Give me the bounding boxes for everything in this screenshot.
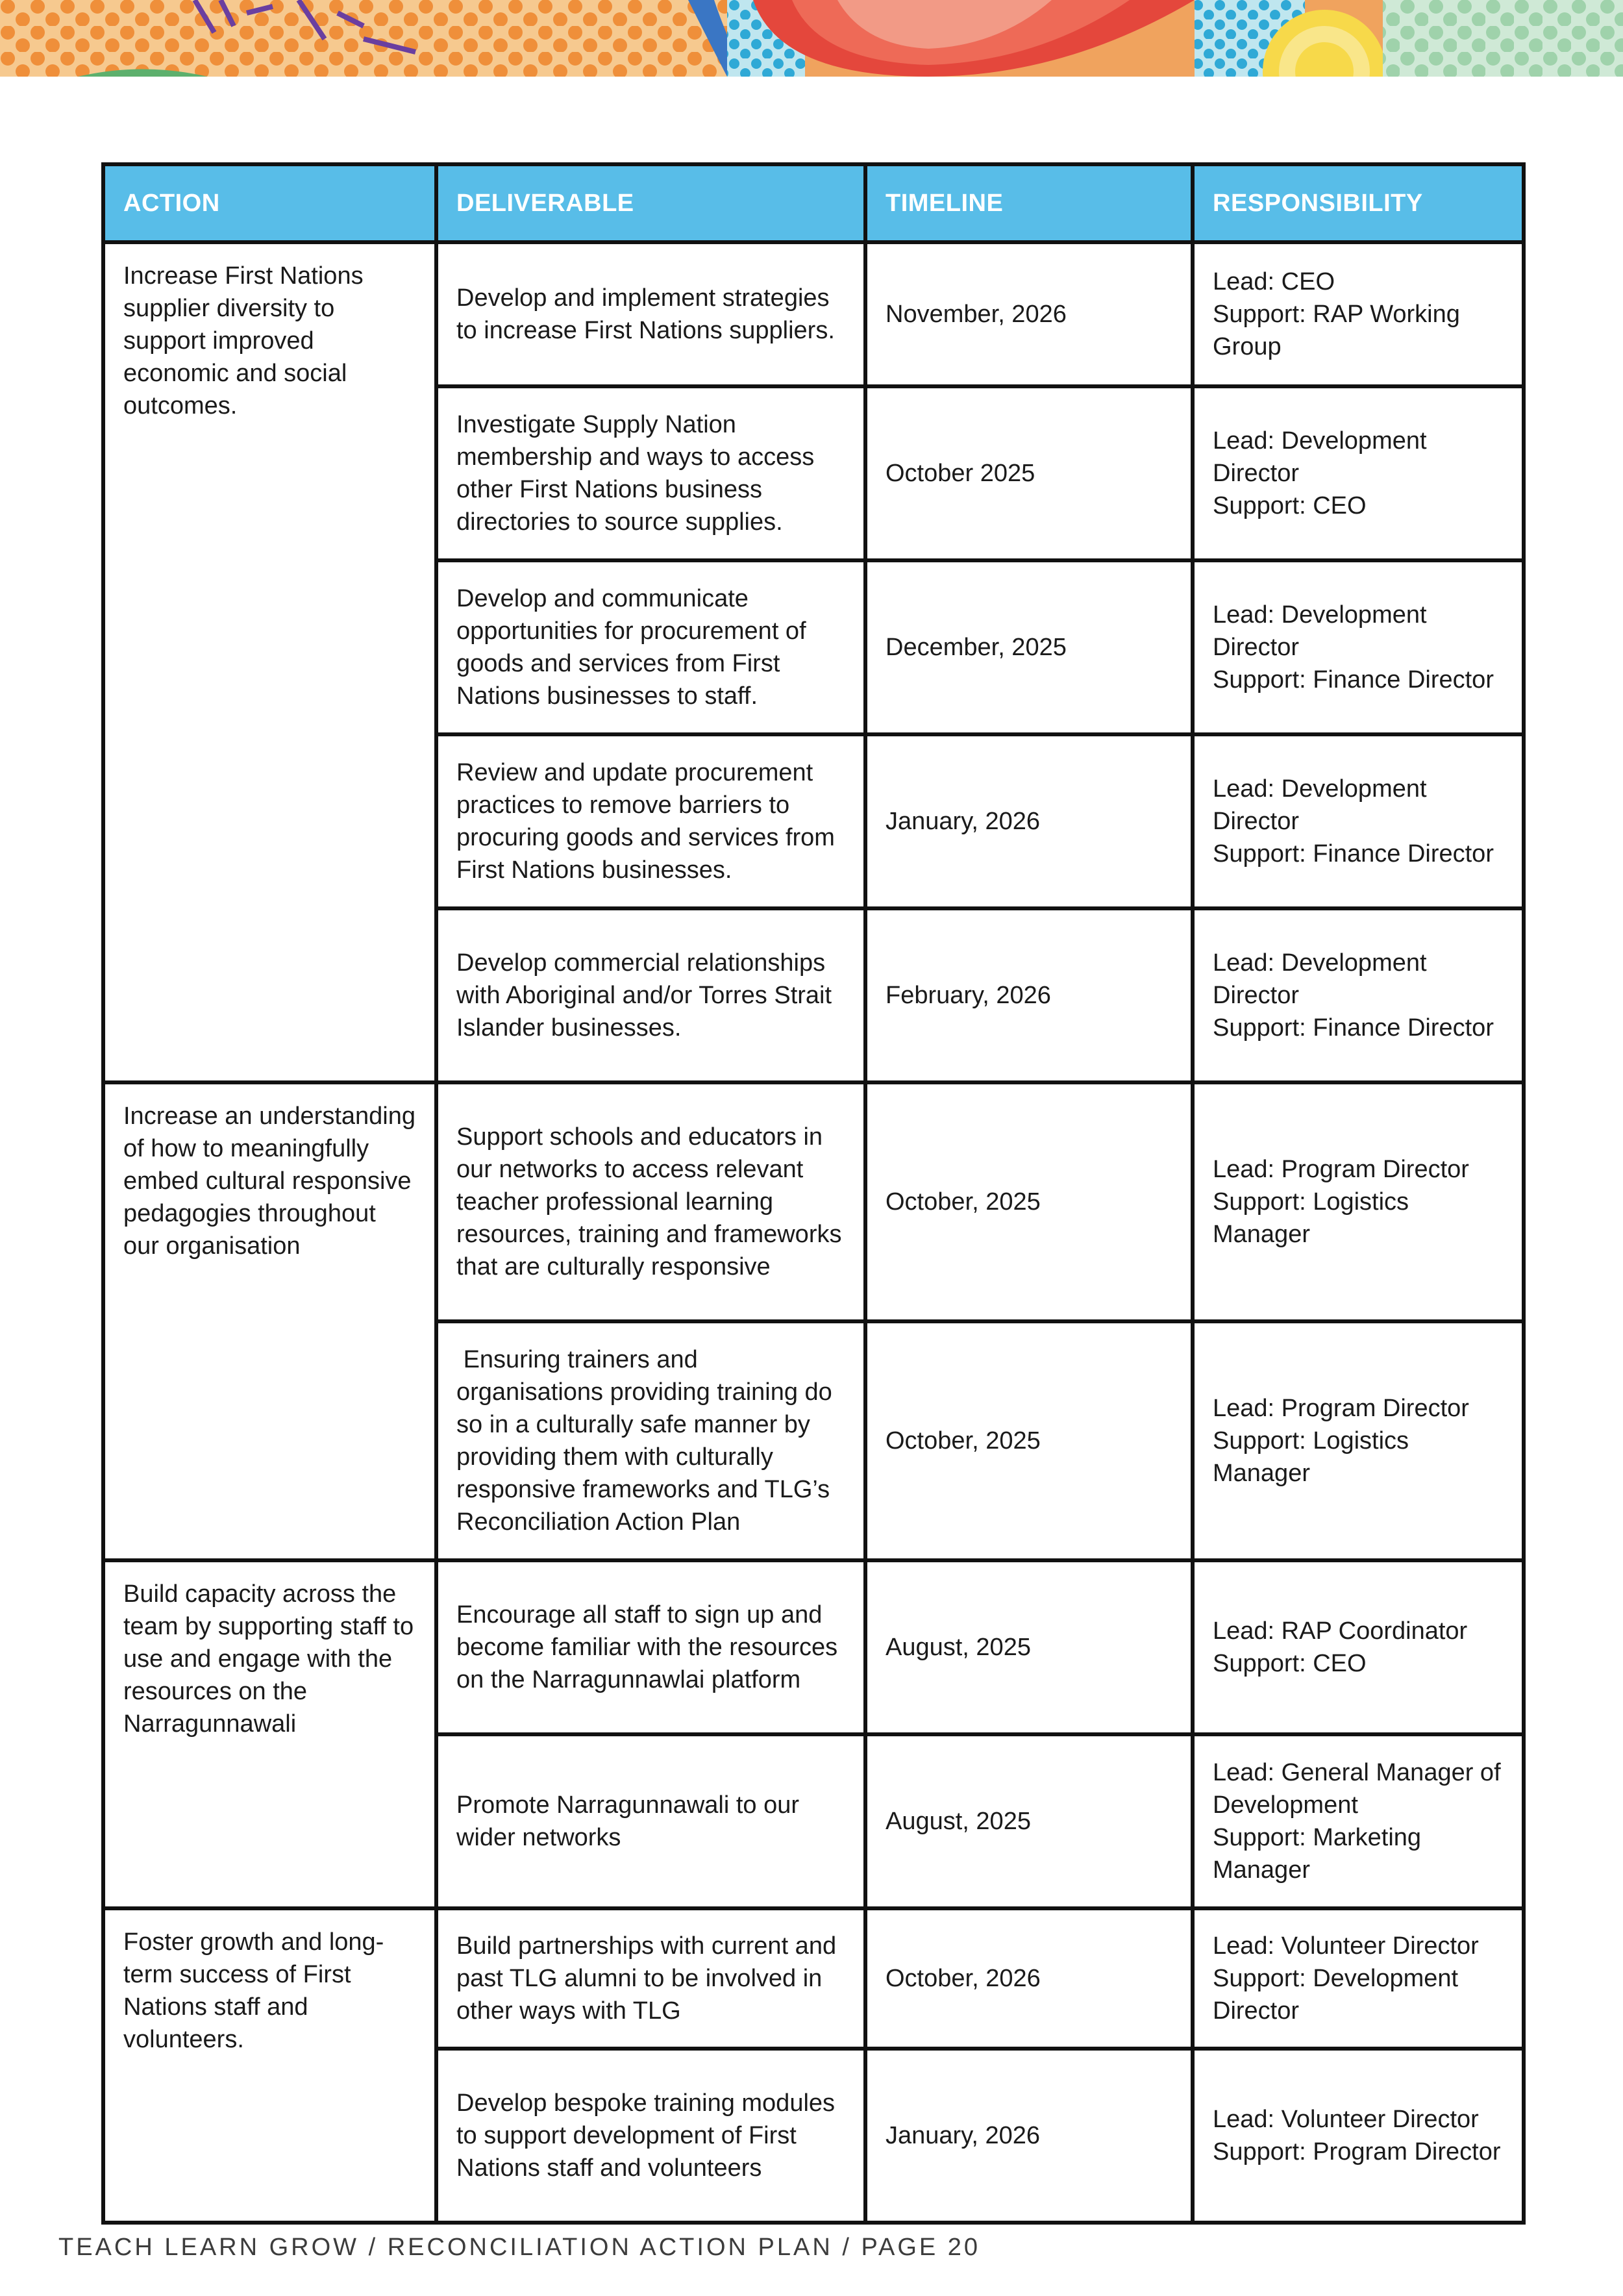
timeline-cell: August, 2025 (865, 1734, 1193, 1908)
header-timeline: TIMELINE (865, 164, 1193, 242)
lead-text: Lead: Volunteer Director (1213, 2106, 1479, 2133)
deliverable-cell: Review and update procurement practices to remove barriers to procuring goods and services from First Nations businesses. (436, 734, 865, 908)
deliverable-cell: Develop and communicate opportunities for procurement of goods and services from First Nations businesses to staff. (436, 560, 865, 734)
timeline-cell: January, 2026 (865, 734, 1193, 908)
timeline-cell: October, 2026 (865, 1908, 1193, 2049)
responsibility-cell (1193, 560, 1524, 734)
responsibility-cell (1193, 908, 1524, 1082)
lead-text: Lead: Program Director (1213, 1156, 1469, 1183)
responsibility-cell (1193, 734, 1524, 908)
support-text: Support: CEO (1213, 492, 1367, 519)
support-text: Support: Finance Director (1213, 666, 1494, 693)
action-cell: Build capacity across the team by supporting staff to use and engage with the resources on the Narragunnawali (103, 1560, 436, 1908)
timeline-cell: February, 2026 (865, 908, 1193, 1082)
header-deliverable: DELIVERABLE (436, 164, 865, 242)
dot-art-pattern-icon (0, 0, 1623, 77)
deliverable-cell: Promote Narragunnawali to our wider networks (436, 1734, 865, 1908)
support-text: Support: Program Director (1213, 2138, 1501, 2165)
deliverable-cell: Ensuring trainers and organisations providing training do so in a culturally safe manner by providing them with culturally responsive frameworks and TLG’s Reconciliation Action Plan (436, 1321, 865, 1560)
responsibility-cell (1193, 1082, 1524, 1321)
lead-text: Lead: Development Director (1213, 949, 1427, 1009)
table-row (103, 242, 1524, 386)
responsibility-cell (1193, 386, 1524, 560)
table-row (103, 1560, 1524, 1734)
timeline-cell: January, 2026 (865, 2049, 1193, 2223)
lead-text: Lead: Development Director (1213, 601, 1427, 661)
support-text: Support: Finance Director (1213, 1014, 1494, 1042)
support-text: Support: RAP Working Group (1213, 301, 1460, 360)
timeline-cell: November, 2026 (865, 242, 1193, 386)
table-row (103, 1908, 1524, 2049)
timeline-cell: October 2025 (865, 386, 1193, 560)
lead-text: Lead: RAP Coordinator (1213, 1617, 1468, 1645)
timeline-cell: October, 2025 (865, 1082, 1193, 1321)
lead-text: Lead: Development Director (1213, 775, 1427, 835)
action-cell: Increase an understanding of how to meaningfully embed cultural responsive pedagogies throughout our organisation (103, 1082, 436, 1560)
responsibility-cell (1193, 1734, 1524, 1908)
timeline-cell: October, 2025 (865, 1321, 1193, 1560)
responsibility-cell (1193, 1321, 1524, 1560)
responsibility-cell (1193, 242, 1524, 386)
action-cell: Foster growth and long-term success of First Nations staff and volunteers. (103, 1908, 436, 2223)
support-text: Support: Finance Director (1213, 840, 1494, 867)
header-responsibility: RESPONSIBILITY (1193, 164, 1524, 242)
header-action: ACTION (103, 164, 436, 242)
support-text: Support: Logistics Manager (1213, 1427, 1409, 1487)
lead-text: Lead: Program Director (1213, 1395, 1469, 1422)
deliverable-cell: Build partnerships with current and past TLG alumni to be involved in other ways with TLG (436, 1908, 865, 2049)
responsibility-cell (1193, 1908, 1524, 2049)
deliverable-cell: Develop bespoke training modules to support development of First Nations staff and volunteers (436, 2049, 865, 2223)
responsibility-cell (1193, 2049, 1524, 2223)
responsibility-cell (1193, 1560, 1524, 1734)
lead-text: Lead: General Manager of Development (1213, 1759, 1501, 1819)
lead-text: Lead: Development Director (1213, 427, 1427, 487)
deliverable-cell: Develop commercial relationships with Aboriginal and/or Torres Strait Islander businesses. (436, 908, 865, 1082)
timeline-cell: December, 2025 (865, 560, 1193, 734)
lead-text: Lead: Volunteer Director (1213, 1932, 1479, 1960)
rap-action-table (101, 162, 1526, 2225)
deliverable-cell: Develop and implement strategies to increase First Nations suppliers. (436, 242, 865, 386)
support-text: Support: Development Director (1213, 1965, 1459, 2025)
table-row (103, 1082, 1524, 1321)
decorative-banner (0, 0, 1623, 77)
timeline-cell: August, 2025 (865, 1560, 1193, 1734)
page-footer: TEACH LEARN GROW / RECONCILIATION ACTION PLAN / PAGE 20 (58, 2234, 981, 2261)
support-text: Support: CEO (1213, 1650, 1367, 1677)
support-text: Support: Logistics Manager (1213, 1188, 1409, 1248)
table-header-row (103, 164, 1524, 242)
lead-text: Lead: CEO (1213, 268, 1335, 295)
action-cell: Increase First Nations supplier diversity to support improved economic and social outcomes. (103, 242, 436, 1082)
deliverable-cell: Support schools and educators in our networks to access relevant teacher professional learning resources, training and frameworks that are culturally responsive (436, 1082, 865, 1321)
deliverable-cell: Investigate Supply Nation membership and ways to access other First Nations business directories to source supplies. (436, 386, 865, 560)
support-text: Support: Marketing Manager (1213, 1824, 1422, 1884)
deliverable-cell: Encourage all staff to sign up and become familiar with the resources on the Narragunnawlai platform (436, 1560, 865, 1734)
